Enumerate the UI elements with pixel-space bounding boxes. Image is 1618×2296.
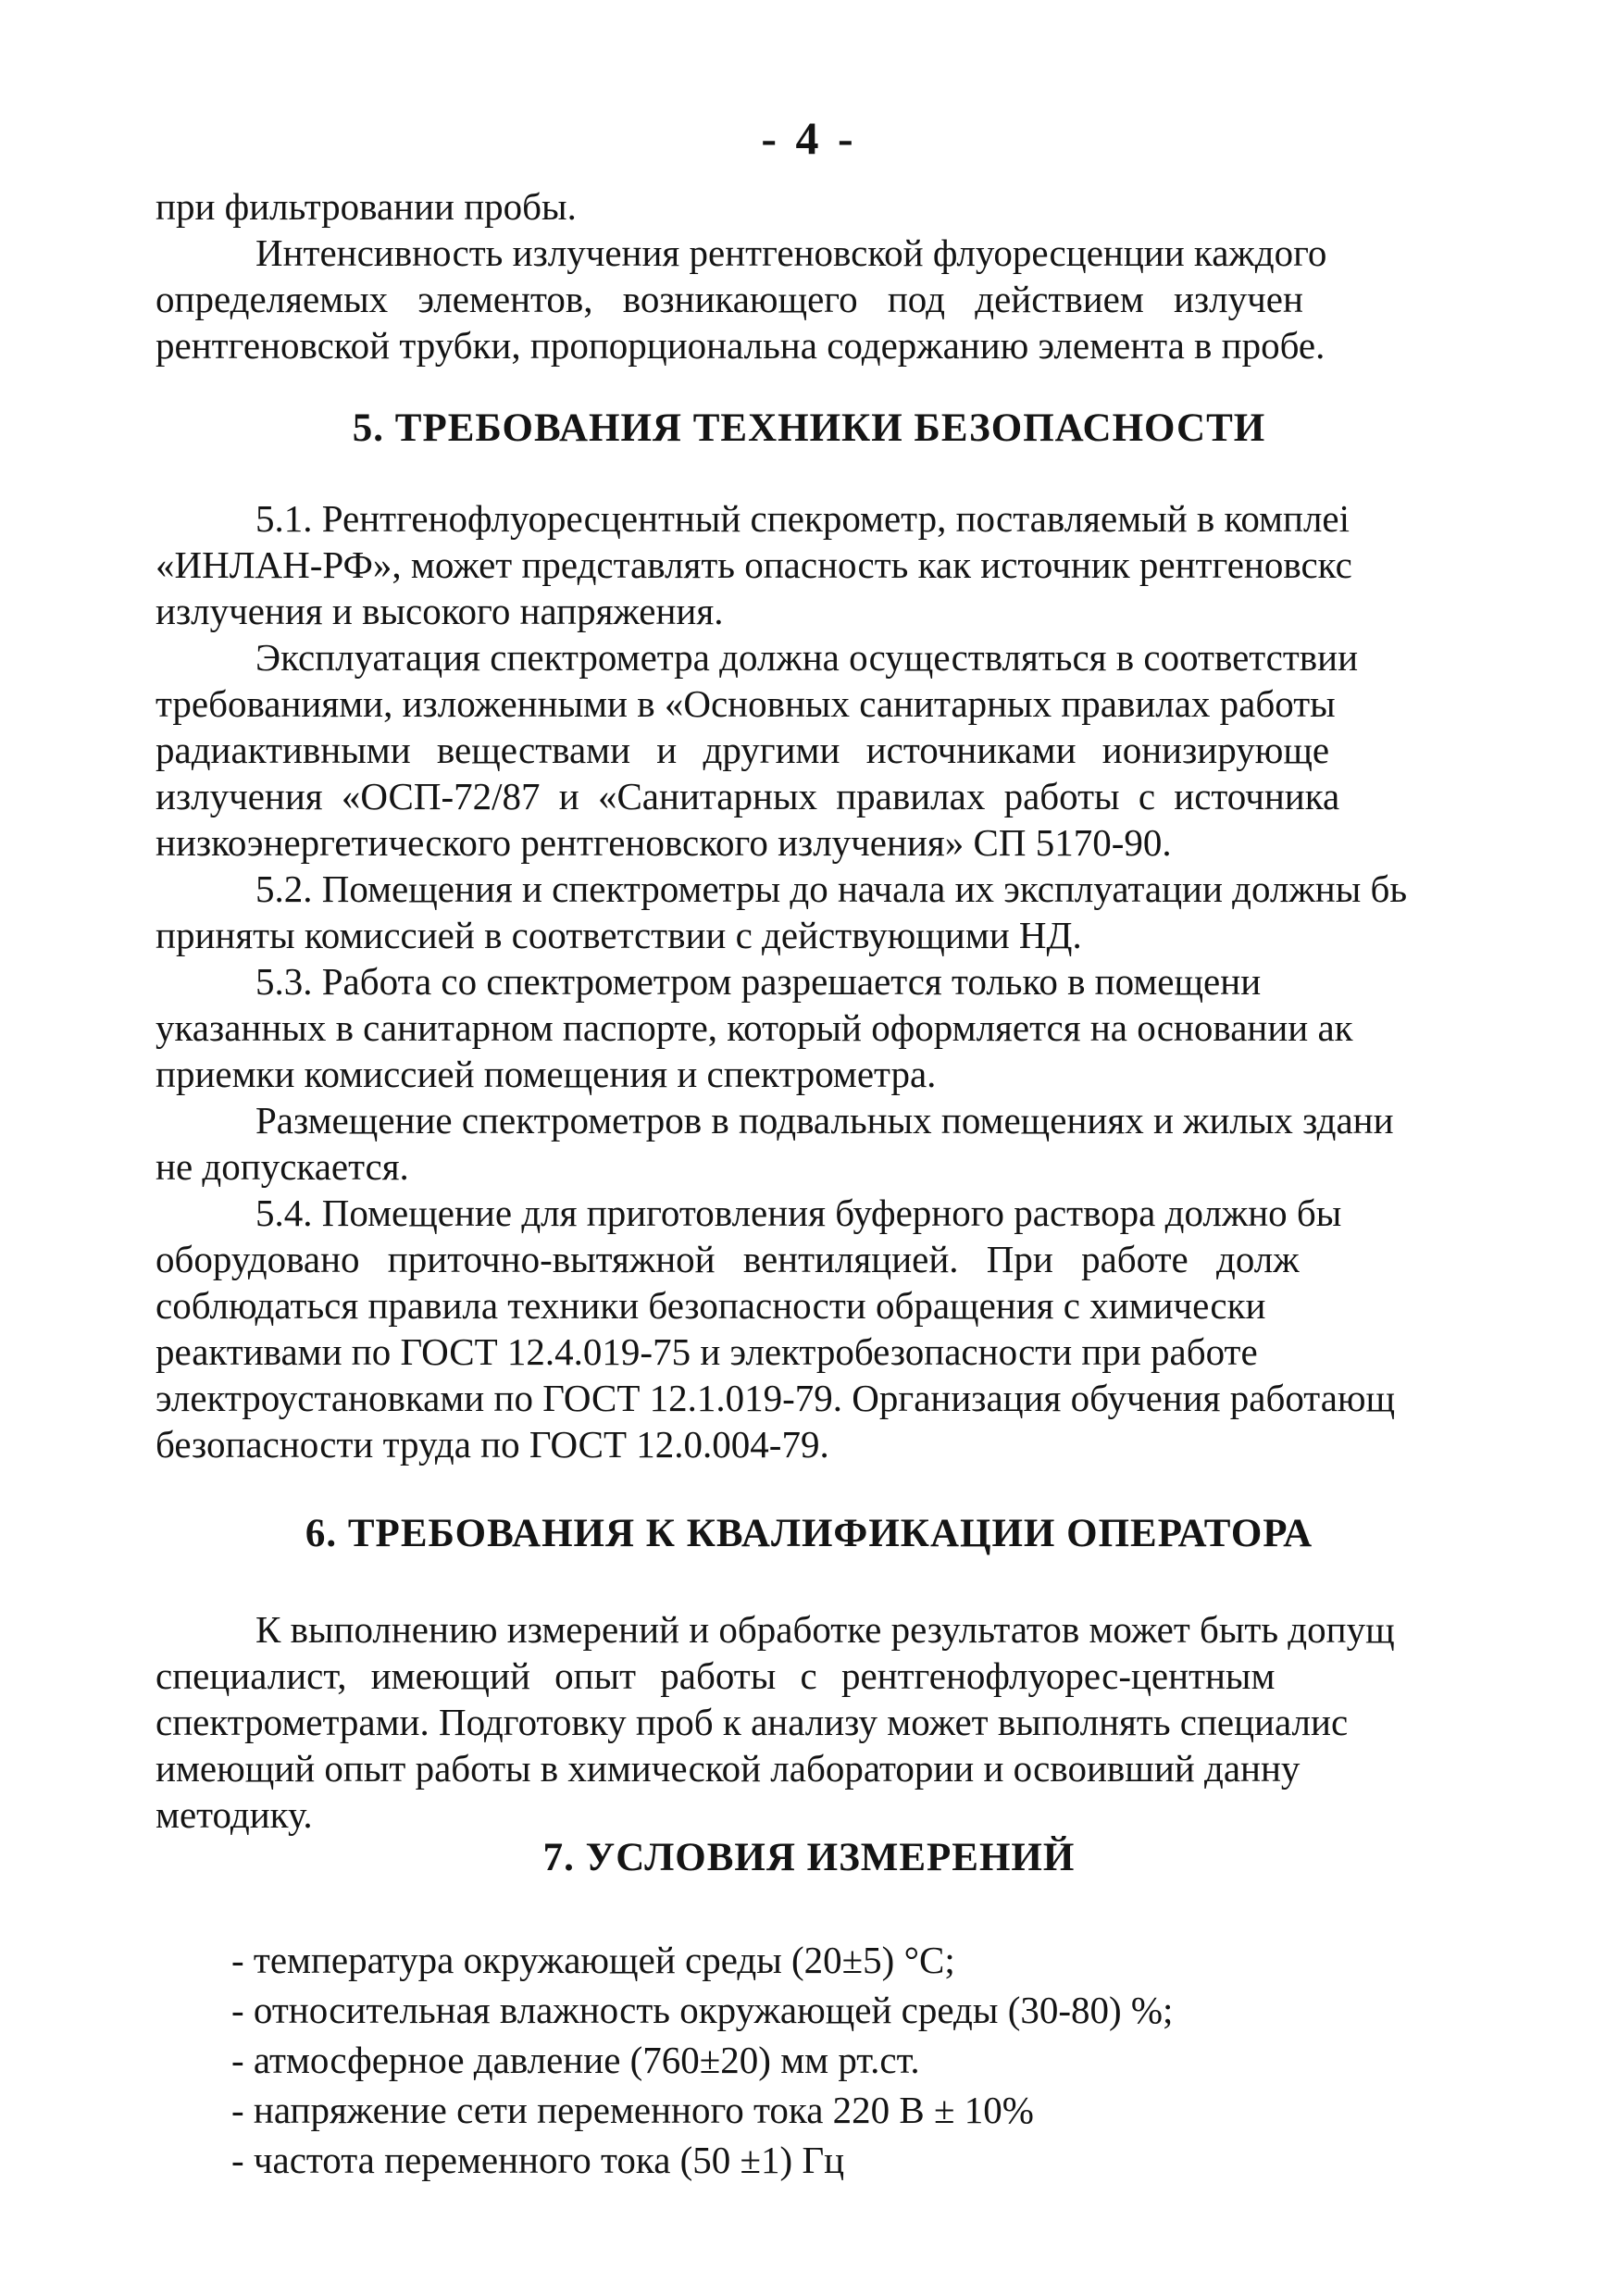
text-line: приемки комиссией помещения и спектрометра. [156,1053,937,1095]
section-5-body [156,495,1618,1467]
text-line: указанных в санитарном паспорте, который оформляется на основании ак [156,1006,1353,1049]
text-line: 5.3. Работа со спектрометром разрешается только в помещени [255,960,1262,1003]
list-item: - атмосферное давление (760±20) мм рт.ст. [231,2039,920,2081]
text-line: излучения «ОСП-72/87 и «Санитарных правилах работы с источника [156,775,1340,817]
text-line: оборудовано приточно-вытяжной вентиляцией. При работе долж [156,1238,1300,1280]
text-line: имеющий опыт работы в химической лаборатории и освоивший данну [156,1747,1301,1790]
section-5-heading: 5. ТРЕБОВАНИЯ ТЕХНИКИ БЕЗОПАСНОСТИ [352,406,1266,450]
text-line: Эксплуатация спектрометра должна осуществляться в соответствии [255,636,1359,679]
text-line: реактивами по ГОСТ 12.4.019-75 и электробезопасности при работе [156,1330,1258,1373]
text-line: 5.2. Помещения и спектрометры до начала их эксплуатации должны бь [255,867,1408,910]
list-item: - относительная влажность окружающей среды (30-80) %; [231,1989,1174,2031]
section-6-heading: 6. ТРЕБОВАНИЯ К КВАЛИФИКАЦИИ ОПЕРАТОРА [305,1512,1313,1555]
list-item: - температура окружающей среды (20±5) °С; [231,1939,955,1981]
list-item: - напряжение сети переменного тока 220 В ± 10% [231,2089,1034,2131]
list-item: - частота переменного тока (50 ±1) Гц [231,2139,845,2181]
text-line: 5.4. Помещение для приготовления буферного раствора должно бы [255,1192,1342,1234]
text-line: безопасности труда по ГОСТ 12.0.004-79. [156,1423,829,1466]
text-line: низкоэнергетического рентгеновского излучения» СП 5170-90. [156,821,1172,864]
text-line: требованиями, изложенными в «Основных санитарных правилах работы [156,682,1336,725]
text-line: излучения и высокого напряжения. [156,590,724,632]
text-line: определяемых элементов, возникающего под действием излучен [156,278,1303,320]
page-number: - 4 - [761,112,857,164]
text-line: соблюдаться правила техники безопасности обращения с химически [156,1284,1266,1327]
text-line: Интенсивность излучения рентгеновской флуоресценции каждого [255,231,1327,274]
text-line: приняты комиссией в соответствии с действующими НД. [156,914,1082,956]
text-line: специалист, имеющий опыт работы с рентгенофлуорес-центным [156,1654,1276,1697]
text-line: рентгеновской трубки, пропорциональна содержанию элемента в пробе. [156,324,1326,367]
text-line: радиактивными веществами и другими источниками ионизирующе [156,729,1330,771]
text-line: 5.1. Рентгенофлуоресцентный спекрометр, поставляемый в комплеі [255,497,1350,540]
text-line: электроустановками по ГОСТ 12.1.019-79. Организация обучения работающ [156,1377,1396,1419]
text-line: не допускается. [156,1145,409,1188]
text-line: «ИНЛАН-РФ», может представлять опасность как источник рентгеновскс [156,543,1352,586]
intro-paragraph [156,183,1618,368]
text-line: К выполнению измерений и обработке результатов может быть допущ [255,1608,1395,1651]
text-line: Размещение спектрометров в подвальных помещениях и жилых здани [255,1099,1394,1142]
text-line: при фильтровании пробы. [156,185,577,228]
text-line: спектрометрами. Подготовку проб к анализу может выполнять специалис [156,1701,1349,1743]
section-6-body [156,1606,1618,1838]
conditions-list [231,1935,1173,2185]
section-7-heading: 7. УСЛОВИЯ ИЗМЕРЕНИЙ [542,1836,1076,1879]
text-line: методику. [156,1793,313,1836]
